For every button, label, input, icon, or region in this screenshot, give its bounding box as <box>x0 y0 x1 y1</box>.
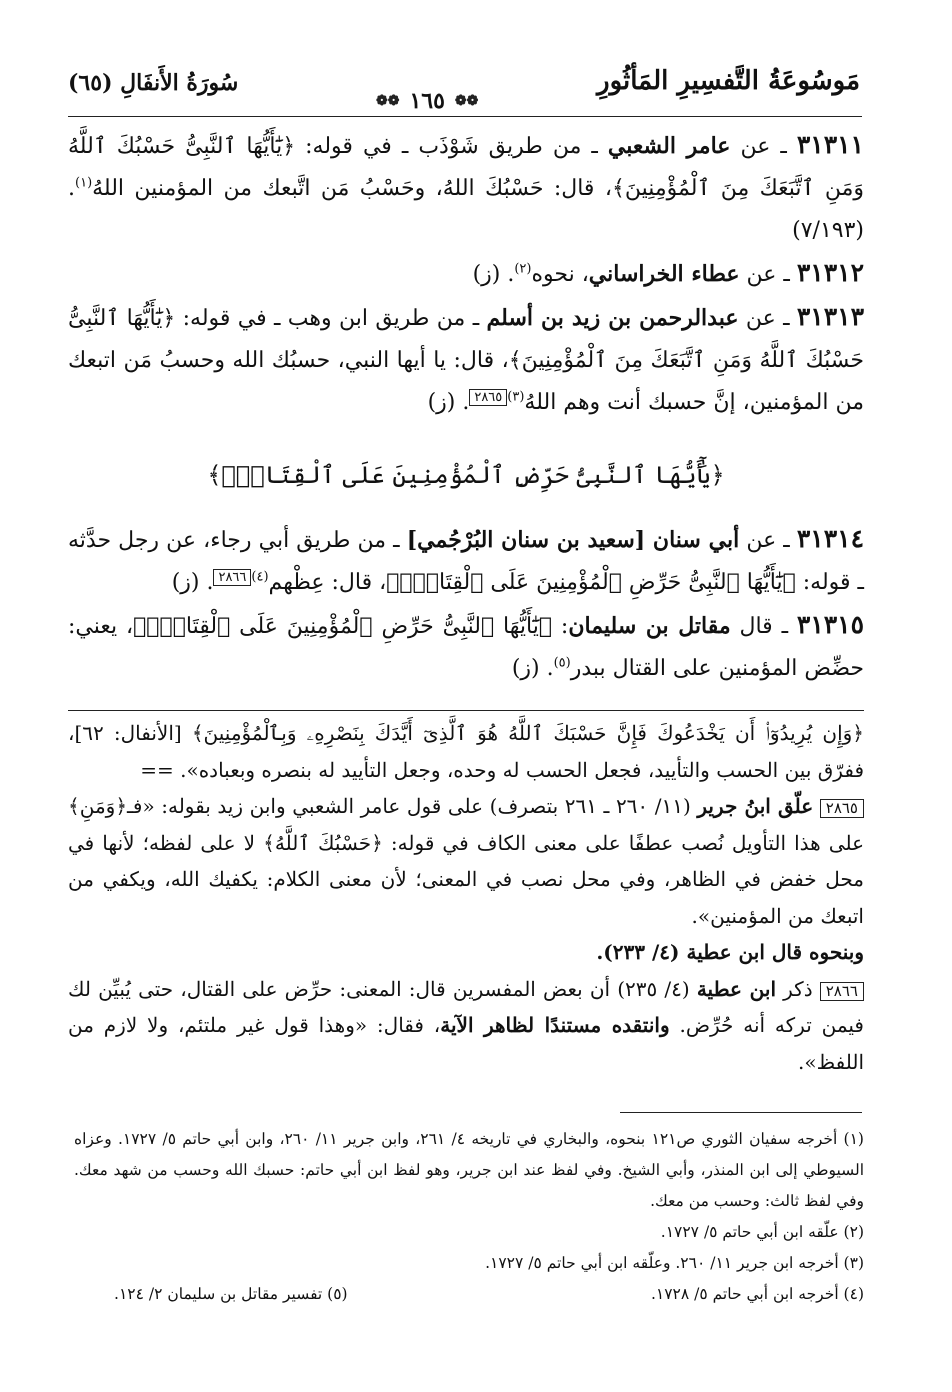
footnote: (٢) علّقه ابن أبي حاتم ٥/ ١٧٢٧. <box>660 1223 864 1241</box>
quran-quote: ﴿وَمَنِ﴾ <box>68 794 128 818</box>
entry-number: ٣١٣١٢ <box>796 258 864 287</box>
quran-quote: ﴿وَإِن يُرِيدُوٓا۟ أَن يَخْدَعُوكَ فَإِنَّ حَسْبَكَ ٱللَّهُ هُوَ ٱلَّذِىٓ أَيَّدَكَ بِنَصْرِهِۦ وَبِٱلْمُؤْمِنِينَ﴾ <box>191 721 865 745</box>
footnote-ref: (٢) <box>514 261 532 277</box>
footnote-divider <box>620 1112 862 1113</box>
book-title: مَوسُوعَةُ التَّفسِيرِ المَأثُورِ <box>597 66 860 96</box>
entry-text: ـ من طريق شَوْذَب ـ في قوله: <box>295 134 608 159</box>
commentary-text: وبنحوه قال <box>764 940 864 964</box>
footnote-ref: (١) <box>75 175 93 191</box>
commentary-text: لا على لفظه؛ لأنها في محل خفض في الظاهر، وفي محل نصب في المعنى؛ لأن معنى الكلام: يكفيك الله، ويكفي من اتبعك من المؤمنين». <box>68 830 864 928</box>
commentary-text: ذكر <box>776 976 820 1001</box>
volume-ref: (٤/ ٢٣٣). <box>596 940 687 964</box>
quran-quote: ﴿حَسْبُكَ ٱللَّهُ﴾ <box>263 830 383 855</box>
narrator-name: عبدالرحمن بن زيد بن أسلم <box>486 305 739 331</box>
entry-text: ، نحوه <box>531 262 589 287</box>
volume-ref: . (ز) <box>472 262 515 287</box>
footnote-row <box>74 1279 864 1310</box>
commentary-ref-box: ٢٨٦٦ <box>820 982 864 1001</box>
entry <box>68 604 864 690</box>
footnote-ref: (٣) <box>507 389 525 405</box>
footnote: (٥) تفسير مقاتل بن سليمان ٢/ ١٢٤. <box>114 1285 348 1303</box>
commentary-ref-box: ٢٨٦٥ <box>820 799 864 818</box>
commentary-text: [الأنفال: ٦٢]، ففرّق بين الحسب والتأييد، فجعل الحسب له وحده، وجعل التأييد له بنصره وبعباده». <box>68 721 864 782</box>
footnote-ref: (٤) <box>251 569 269 585</box>
entry-text: ـ من طريق أبي رجاء، عن رجل حدَّثه ـ قوله: <box>68 528 864 595</box>
footnote: (٤) أخرجه ابن أبي حاتم ٥/ ١٧٢٨. <box>650 1285 864 1303</box>
entry-text: ـ عن <box>739 262 797 287</box>
commentary-text: (١١/ ٢٦٠ ـ ٢٦١ بتصرف) على قول عامر الشعبي وابن زيد بقوله: «فـ <box>127 794 698 818</box>
narrator-name: عطاء الخراساني <box>588 261 740 287</box>
entry-text: ـ قال <box>730 614 797 639</box>
continuation-marker: == <box>140 757 174 782</box>
entry-number: ٣١٣١١ <box>796 130 864 159</box>
commentary-ref-box: ٢٨٦٦ <box>213 569 251 586</box>
entry <box>68 124 864 252</box>
footnote-ref: (٥) <box>553 655 571 671</box>
commentary-item <box>68 788 864 934</box>
commentary-text: ، فقال: «وهذا قول غير ملتئم، ولا لازم من اللفظ». <box>68 1013 864 1074</box>
commentator-name: ابن عطية <box>696 976 776 1001</box>
entry-number: ٣١٣١٥ <box>796 610 865 639</box>
volume-ref: . (ز) <box>427 390 470 415</box>
ornament-icon: ❁❁ <box>376 93 400 109</box>
entry <box>68 252 864 296</box>
header-rule <box>68 116 862 117</box>
main-content <box>68 124 864 1080</box>
ornament-icon: ❁❁ <box>454 93 479 109</box>
volume-ref: . (ز) <box>511 656 554 681</box>
entry-number: ٣١٣١٤ <box>796 524 865 553</box>
commentary-text: على هذا التأويل نُصب عطفًا على معنى الكاف في قوله: <box>382 830 864 855</box>
commentator-name: علّق ابنُ جرير <box>697 794 814 818</box>
quran-quote: ﴿يَٰٓأَيُّهَا ٱلنَّبِىُّ حَرِّضِ ٱلْمُؤْمِنِينَ عَلَى ٱلْقِتَالِۚ﴾ <box>133 614 553 639</box>
commentary-continuation <box>68 715 864 788</box>
entry <box>68 296 864 424</box>
commentary-item <box>68 971 864 1081</box>
entry-text: ، قال: يا أيها النبي، حسبُك الله وحسبُ مَن اتبعك من المؤمنين، إنَّ حسبك أنت وهم اللهُ <box>68 348 864 415</box>
narrator-name: عامر الشعبي <box>607 133 731 159</box>
commentator-name: ابن عطية <box>686 940 765 964</box>
page-number-block <box>376 88 478 114</box>
commentary-text: (٤/ ٢٣٥) أن بعض المفسرين قال: المعنى: حرِّض على القتال، حتى يُبيِّن لك فيمن تركه أنه حُرِّض. <box>68 976 864 1037</box>
entry-text: ، قال: حَسْبُكَ اللهُ، وحَسْبُ مَن اتَّبعك من المؤمنين اللهُ <box>92 176 612 201</box>
surah-label: سُورَةُ الأَنفَالِ (٦٥) <box>68 70 239 96</box>
commentary-item <box>68 934 864 971</box>
footnote: (٣) أخرجه ابن جرير ١١/ ٢٦٠. وعلّقه ابن أبي حاتم ٥/ ١٧٢٧. <box>485 1254 864 1272</box>
ayah-heading: ﴿يَٰٓأَيُّهَا ٱلنَّبِىُّ حَرِّضِ ٱلْمُؤْمِنِينَ عَلَى ٱلْقِتَالِۚ﴾ <box>207 461 725 489</box>
entry <box>68 518 864 604</box>
entry-number: ٣١٣١٣ <box>796 302 865 331</box>
entry-text: : <box>552 614 569 639</box>
commentary-ref-box: ٢٨٦٥ <box>469 389 507 406</box>
entry-text: ـ من طريق ابن وهب ـ في قوله: <box>175 306 487 331</box>
volume-ref: . (٧/١٩٣) <box>68 176 864 243</box>
entry-text: ، قال: عِظْهم <box>268 570 387 595</box>
page-number: ١٦٥ <box>409 88 445 114</box>
narrator-name: مقاتل بن سليمان <box>568 613 731 639</box>
quran-quote: ﴿يَٰٓأَيُّهَا ٱلنَّبِىُّ حَسْبُكَ ٱللَّهُ وَمَنِ ٱتَّبَعَكَ مِنَ ٱلْمُؤْمِنِينَ﴾ <box>68 134 864 201</box>
quran-quote: ﴿يَٰٓأَيُّهَا ٱلنَّبِىُّ حَرِّضِ ٱلْمُؤْمِنِينَ عَلَى ٱلْقِتَالِۚ﴾ <box>386 570 796 595</box>
volume-ref: . (ز) <box>171 570 214 595</box>
quran-quote: ﴿يَٰٓأَيُّهَا ٱلنَّبِىُّ حَسْبُكَ ٱللَّهُ وَمَنِ ٱتَّبَعَكَ مِنَ ٱلْمُؤْمِنِينَ﴾ <box>68 306 864 373</box>
entry-text: ، يعني: حضِّض المؤمنين على القتال ببدر <box>68 614 864 681</box>
commentary-divider <box>68 710 864 711</box>
entry-text: ـ عن <box>738 306 797 331</box>
narrator-name: أبي سنان [سعيد بن سنان البُرْجُمي] <box>406 527 740 553</box>
footnote: (١) أخرجه سفيان الثوري ص١٢١ بنحوه، والبخاري في تاريخه ٤/ ٢٦١، وابن جرير ١١/ ٢٦٠، وابن أبي حاتم ٥/ ١٧٢٧. وعزاه السيوطي إلى ابن المنذر، وأبي الشيخ. وفي لفظ عند ابن جرير، وهو لفظ ابن أبي حاتم: حسبك الله وحسب من شهد معك. وفي لفظ ثالث: وحسب من معك. <box>74 1130 864 1210</box>
commentary-emphasis: وانتقده مستندًا لظاهر الآية <box>440 1013 670 1037</box>
footnotes <box>74 1124 864 1310</box>
entry-text: ـ عن <box>739 528 797 553</box>
entry-text: ـ عن <box>730 134 797 159</box>
